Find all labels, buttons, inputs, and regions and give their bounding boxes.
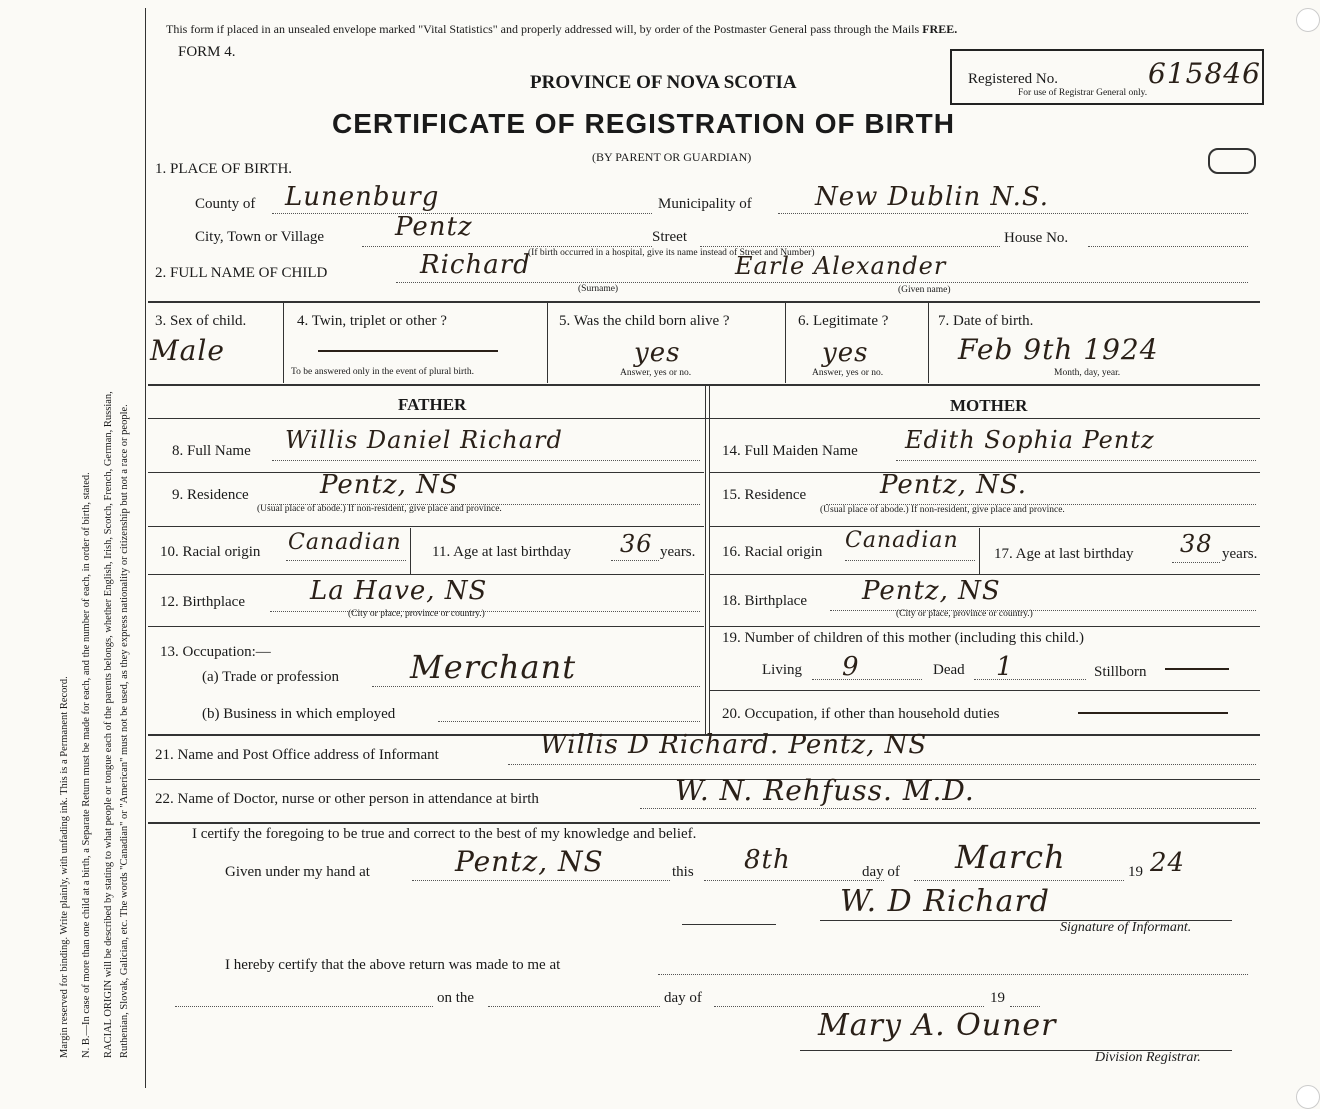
margin-note-racial-origin: RACIAL ORIGIN will be described by stating to what people or tongue each of the parents belongs, whether English, Irish, Scotch, French, German, Russian, <box>103 391 114 1058</box>
day-of-label: day of <box>862 864 900 880</box>
father-heading: FATHER <box>398 395 467 414</box>
stillborn-label: Stillborn <box>1094 664 1147 680</box>
father-birthplace-value: La Have, NS <box>310 576 488 606</box>
father-birthplace-label: 12. Birthplace <box>160 594 245 610</box>
day-value: 8th <box>744 845 791 875</box>
mother-age-label: 17. Age at last birthday <box>994 546 1134 562</box>
informant-signature-label: Signature of Informant. <box>1060 920 1192 935</box>
registrar-year-prefix: 19 <box>990 990 1005 1006</box>
given-place-value: Pentz, NS <box>455 845 604 878</box>
mother-heading: MOTHER <box>950 396 1028 415</box>
informant-signature: W. D Richard <box>840 884 1050 919</box>
registrar-on-the: on the <box>437 990 475 1006</box>
city-label: City, Town or Village <box>195 229 325 245</box>
father-trade-label: (a) Trade or profession <box>202 669 340 685</box>
registrar-statement: I hereby certify that the above return was made to me at <box>225 957 561 973</box>
month-value: March <box>955 838 1066 876</box>
margin-border <box>145 8 146 1088</box>
province-heading: PROVINCE OF NOVA SCOTIA <box>530 72 797 93</box>
doctor-label: 22. Name of Doctor, nurse or other person in attendance at birth <box>155 791 539 807</box>
father-age-years: years. <box>660 544 696 560</box>
dead-label: Dead <box>933 662 965 678</box>
year-value: 24 <box>1150 848 1186 878</box>
mother-residence-label: 15. Residence <box>722 487 807 503</box>
punch-hole-bottom <box>1296 1085 1320 1109</box>
alive-value: yes <box>634 338 681 368</box>
father-occupation-label: 13. Occupation:— <box>160 644 271 660</box>
father-name-label: 8. Full Name <box>172 443 251 459</box>
father-age-value: 36 <box>620 530 653 558</box>
birth-date-note: Month, day, year. <box>1054 368 1121 378</box>
father-name-value: Willis Daniel Richard <box>285 426 563 454</box>
certificate-title: CERTIFICATE OF REGISTRATION OF BIRTH <box>332 108 955 139</box>
mother-birthplace-value: Pentz, NS <box>862 576 1001 606</box>
informant-value: Willis D Richard. Pentz, NS <box>540 730 928 760</box>
this-label: this <box>672 864 694 880</box>
dead-value: 1 <box>996 652 1014 682</box>
father-birthplace-note: (City or place, province or country.) <box>348 609 485 619</box>
certificate-subtitle: (BY PARENT OR GUARDIAN) <box>592 150 752 164</box>
father-business-label: (b) Business in which employed <box>202 706 396 722</box>
hospital-note: (If birth occurred in a hospital, give its name instead of Street and Number) <box>528 248 815 258</box>
twin-label: 4. Twin, triplet or other ? <box>297 313 447 329</box>
reg-label: Registered No. <box>968 71 1058 87</box>
twin-dash <box>318 350 498 352</box>
informant-label: 21. Name and Post Office address of Informant <box>155 747 439 763</box>
year-prefix: 19 <box>1128 864 1143 880</box>
father-race-value: Canadian <box>288 530 402 555</box>
margin-note-binding: Margin reserved for binding. Write plainly, with unfading ink. This is a Permanent Record. <box>59 676 70 1058</box>
county-label: County of <box>195 196 256 212</box>
birth-date-value: Feb 9th 1924 <box>958 333 1159 366</box>
mother-birthplace-label: 18. Birthplace <box>722 593 807 609</box>
legitimate-label: 6. Legitimate ? <box>798 313 889 329</box>
alive-label: 5. Was the child born alive ? <box>559 313 730 329</box>
registration-box <box>950 49 1264 105</box>
mother-occupation-label: 20. Occupation, if other than household duties <box>722 706 1000 722</box>
father-race-label: 10. Racial origin <box>160 544 261 560</box>
registrar-day-of: day of <box>664 990 702 1006</box>
father-residence-label: 9. Residence <box>172 487 249 503</box>
mother-occupation-dash <box>1078 712 1228 714</box>
mother-race-label: 16. Racial origin <box>722 544 823 560</box>
street-label: Street <box>652 229 687 245</box>
stamp-mark <box>1208 148 1256 174</box>
registrar-title: Division Registrar. <box>1095 1050 1201 1065</box>
stillborn-dash <box>1165 668 1229 670</box>
living-label: Living <box>762 662 802 678</box>
mother-birthplace-note: (City or place, province or country.) <box>896 609 1033 619</box>
birth-date-label: 7. Date of birth. <box>938 313 1034 329</box>
father-trade-value: Merchant <box>410 648 577 686</box>
father-age-label: 11. Age at last birthday <box>432 544 571 560</box>
mother-children-label: 19. Number of children of this mother (including this child.) <box>722 630 1085 646</box>
punch-hole-top <box>1296 8 1320 32</box>
doctor-value: W. N. Rehfuss. M.D. <box>675 774 975 807</box>
reg-value: 615846 <box>1148 57 1261 90</box>
city-value: Pentz <box>395 212 473 242</box>
registrar-signature: Mary A. Ouner <box>818 1008 1057 1043</box>
given-under-label: Given under my hand at <box>225 864 370 880</box>
municipality-label: Municipality of <box>658 196 752 212</box>
given-name-note: (Given name) <box>898 285 951 295</box>
child-surname: Richard <box>420 250 531 280</box>
mother-residence-value: Pentz, NS. <box>880 470 1028 500</box>
mother-age-years: years. <box>1222 546 1258 562</box>
sex-value: Male <box>150 334 225 367</box>
margin-note-plural-birth: N. B.—In case of more than one child at a birth, a Separate Return must be made for each, and the number of each, in order of birth, stated. <box>81 472 92 1058</box>
certify-statement: I certify the foregoing to be true and correct to the best of my knowledge and belief. <box>192 826 697 842</box>
form-number: FORM 4. <box>178 44 236 60</box>
twin-note: To be answered only in the event of plural birth. <box>291 367 474 377</box>
father-residence-note: (Usual place of abode.) If non-resident, give place and province. <box>257 504 502 514</box>
postal-notice: This form if placed in an unsealed envelope marked "Vital Statistics" and properly addressed will, by order of the Postmaster General pass through the Mails FREE. <box>166 22 958 36</box>
county-value: Lunenburg <box>285 182 440 212</box>
mother-name-value: Edith Sophia Pentz <box>905 426 1155 454</box>
mother-residence-note: (Usual place of abode.) If non-resident, give place and province. <box>820 505 1065 515</box>
legitimate-note: Answer, yes or no. <box>812 368 884 378</box>
child-given-name: Earle Alexander <box>735 252 947 280</box>
living-value: 9 <box>842 652 860 682</box>
free-label: FREE. <box>922 22 958 36</box>
municipality-value: New Dublin N.S. <box>815 182 1050 212</box>
mother-age-value: 38 <box>1180 530 1213 558</box>
margin-note-nationality: Ruthenian, Slovak, Galician, etc. The words "Canadian" or "American" must not be used, as they express nationality or citizenship but not a race or people. <box>119 404 130 1058</box>
legitimate-value: yes <box>822 338 869 368</box>
child-name-label: 2. FULL NAME OF CHILD <box>155 265 328 281</box>
mother-name-label: 14. Full Maiden Name <box>722 443 858 459</box>
house-label: House No. <box>1004 230 1069 246</box>
surname-note: (Surname) <box>578 284 619 294</box>
mother-race-value: Canadian <box>845 528 959 553</box>
alive-note: Answer, yes or no. <box>620 368 692 378</box>
sex-label: 3. Sex of child. <box>155 313 247 329</box>
father-residence-value: Pentz, NS <box>320 470 459 500</box>
place-heading: 1. PLACE OF BIRTH. <box>155 161 293 177</box>
reg-note: For use of Registrar General only. <box>1018 88 1148 98</box>
